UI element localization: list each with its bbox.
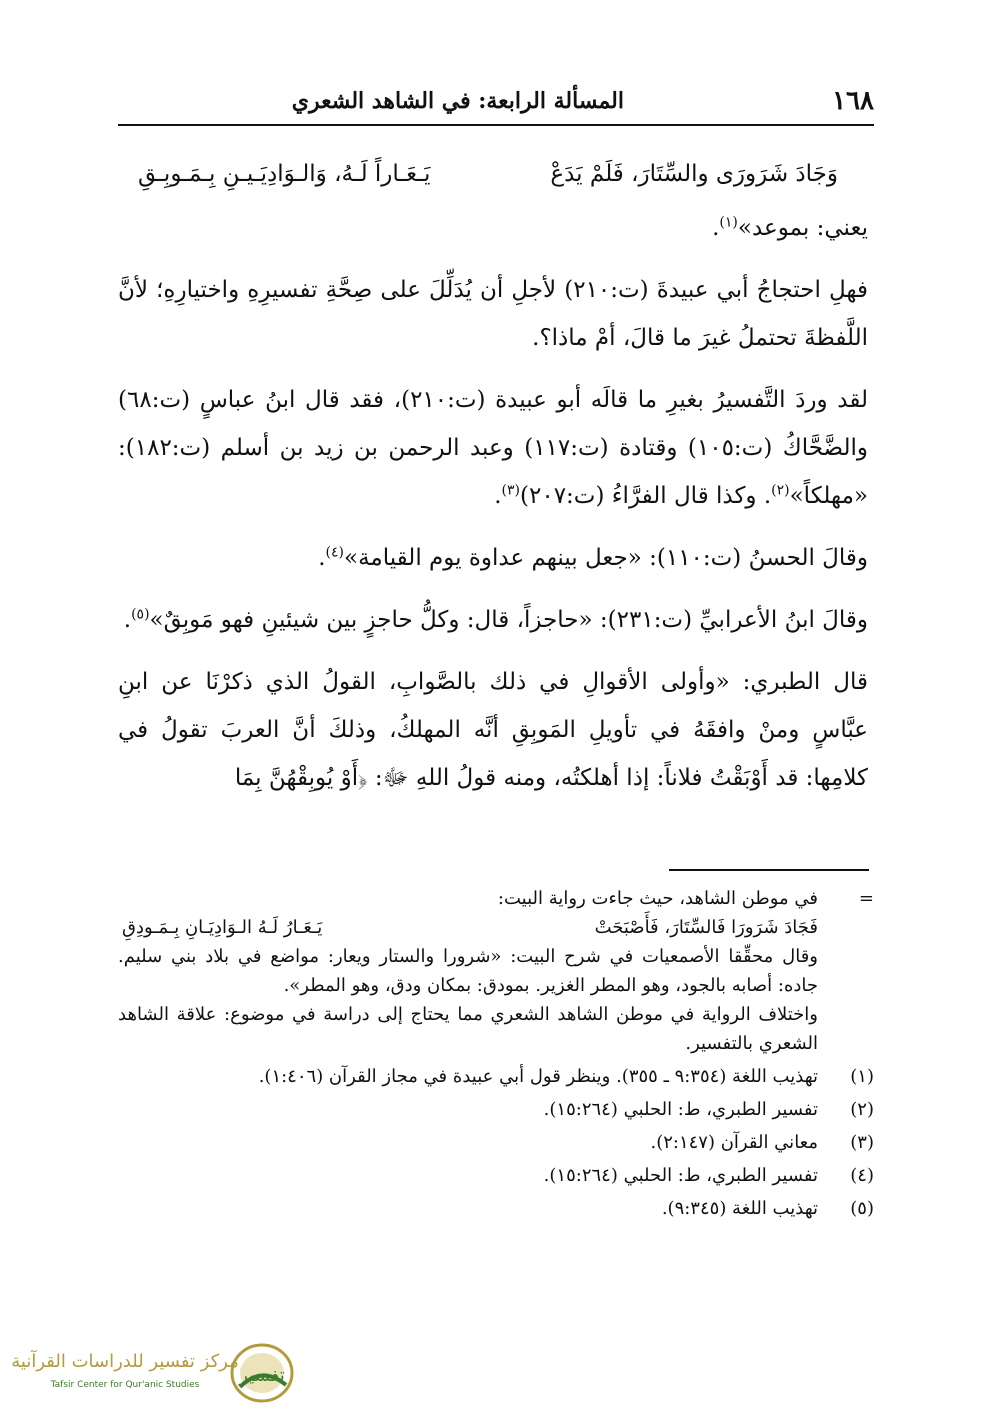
main-text xyxy=(118,150,868,816)
logo-arabic-name: مركز تفسير للدراسات القرآنية xyxy=(11,1351,239,1372)
logo-emblem-text: تفسير xyxy=(239,1365,285,1386)
paragraph: فهلِ احتجاجُ أبي عبيدةَ (ت:٢١٠) لأجلِ أن يُدَلِّلَ على صِحَّةِ تفسيرِهِ واختيارِهِ؛ لأنَّ اللَّفظةَ تحتملُ غيرَ ما قالَ، أمْ ماذا؟. xyxy=(118,277,868,351)
verse-second-hemistich: يَـعَـارُ لَـهُ الـوَادِيَـانِ بِـمَـودِقِ xyxy=(122,917,323,938)
footnote-line: واختلاف الرواية في موطن الشاهد الشعري مما يحتاج إلى دراسة في موضوع: علاقة الشاهد الشعري بالتفسير. xyxy=(118,1004,819,1054)
paragraph: قال الطبري: «وأولى الأقوالِ في ذلك بالصَّوابِ، القولُ الذي ذكرْنَا عن ابنِ عبَّاسٍ ومنْ وافقَهُ في تأويلِ المَوبِقِ أنَّه المهلكُ، وذلكَ أنَّ العربَ تقولُ في كلامِها: قد أَوْبَقْتُ فلاناً: إذا أهلكتُه، ومنه قولُ اللهِ ﷻ: ﴿أَوْ يُوبِقْهُنَّ بِمَا xyxy=(118,669,868,791)
footnote-ref: (٤) xyxy=(325,544,344,561)
footnote-separator xyxy=(669,869,869,871)
page-number: ١٦٨ xyxy=(832,86,874,116)
footnote-verse xyxy=(118,913,818,942)
footnote-item xyxy=(118,1161,874,1190)
paragraph: يعني: بموعد»$^{(١)}$. xyxy=(712,214,868,241)
tafsir-center-logo-icon xyxy=(0,1335,300,1415)
footnote-ref: (٢) xyxy=(771,482,790,499)
footnotes xyxy=(118,884,874,1223)
paragraph: لقد وردَ التَّفسيرُ بغيرِ ما قالَه أبو عبيدة (ت:٢١٠)، فقد قال ابنُ عباسٍ (ت:٦٨) والضَّحَّاكُ (ت:١٠٥) وقتادة (ت:١١٧) وعبد الرحمن بن زيد بن أسلم (ت:١٨٢): «مهلكاً»$^{(٢)}$. وكذا قال الفرَّاءُ (ت:٢٠٧)$^{(٣)}$. xyxy=(118,387,869,509)
publisher-logo xyxy=(0,1335,300,1415)
footnote-number: (٤) xyxy=(850,1165,874,1186)
footnote-text: تفسير الطبري، ط: الحلبي (١٥:٢٦٤). xyxy=(543,1165,818,1186)
footnote-line: في موطن الشاهد، حيث جاءت رواية البيت: xyxy=(497,888,818,909)
footnote-number: (١) xyxy=(850,1066,874,1087)
paragraph: وقالَ ابنُ الأعرابيِّ (ت:٢٣١): «حاجزاً، قال: وكلُّ حاجزٍ بين شيئينِ فهو مَوبِقٌ»$^{(٥)}$. xyxy=(123,606,868,633)
footnote-number: (٥) xyxy=(850,1198,874,1219)
verse-first-hemistich: وَجَادَ شَرَورَى والسِّتَارَ، فَلَمْ يَدَعْ xyxy=(550,161,838,187)
footnote-item xyxy=(118,1128,874,1157)
footnote-continuation xyxy=(118,884,874,1058)
footnote-ref: (٥) xyxy=(131,606,150,623)
poetry-verse xyxy=(118,150,868,198)
footnote-text: تهذيب اللغة (٩:٣٤٥). xyxy=(661,1198,818,1219)
footnote-item xyxy=(118,1062,874,1091)
page-header xyxy=(118,80,874,126)
footnote-ref: (٣) xyxy=(501,482,520,499)
footnote-ref: (١) xyxy=(719,214,738,231)
footnote-text: تفسير الطبري، ط: الحلبي (١٥:٢٦٤). xyxy=(543,1099,818,1120)
footnote-text: تهذيب اللغة (٩:٣٥٤ ـ ٣٥٥). وينظر قول أبي عبيدة في مجاز القرآن (١:٤٠٦). xyxy=(258,1066,818,1087)
continuation-mark: = xyxy=(858,888,874,909)
footnote-line: وقال محقِّقا الأصمعيات في شرح البيت: «شرورا والستار ويعار: مواضع في بلاد بني سليم. جاده: أصابه بالجود، وهو المطر الغزير. بمودق: بمكان ودق، وهو المطر». xyxy=(118,946,818,996)
footnote-text: معاني القرآن (٢:١٤٧). xyxy=(650,1132,818,1153)
footnote-item xyxy=(118,1194,874,1223)
running-title: المسألة الرابعة: في الشاهد الشعري xyxy=(291,88,624,114)
paragraph: وقالَ الحسنُ (ت:١١٠): «جعل بينهم عداوة يوم القيامة»$^{(٤)}$. xyxy=(318,544,868,571)
footnote-number: (٣) xyxy=(850,1132,874,1153)
verse-first-hemistich: فَجَادَ شَرَورَا فَالسِّتَارَ، فَأَصْبَحَتْ xyxy=(594,917,818,938)
footnote-item xyxy=(118,1095,874,1124)
verse-second-hemistich: يَـعَـاراً لَـهُ، وَالـوَادِيَـيـنِ بِـمَـوبِـقِ xyxy=(138,161,431,187)
footnote-number: (٢) xyxy=(850,1099,874,1120)
logo-english-name: Tafsir Center for Qur'anic Studies xyxy=(50,1380,200,1390)
